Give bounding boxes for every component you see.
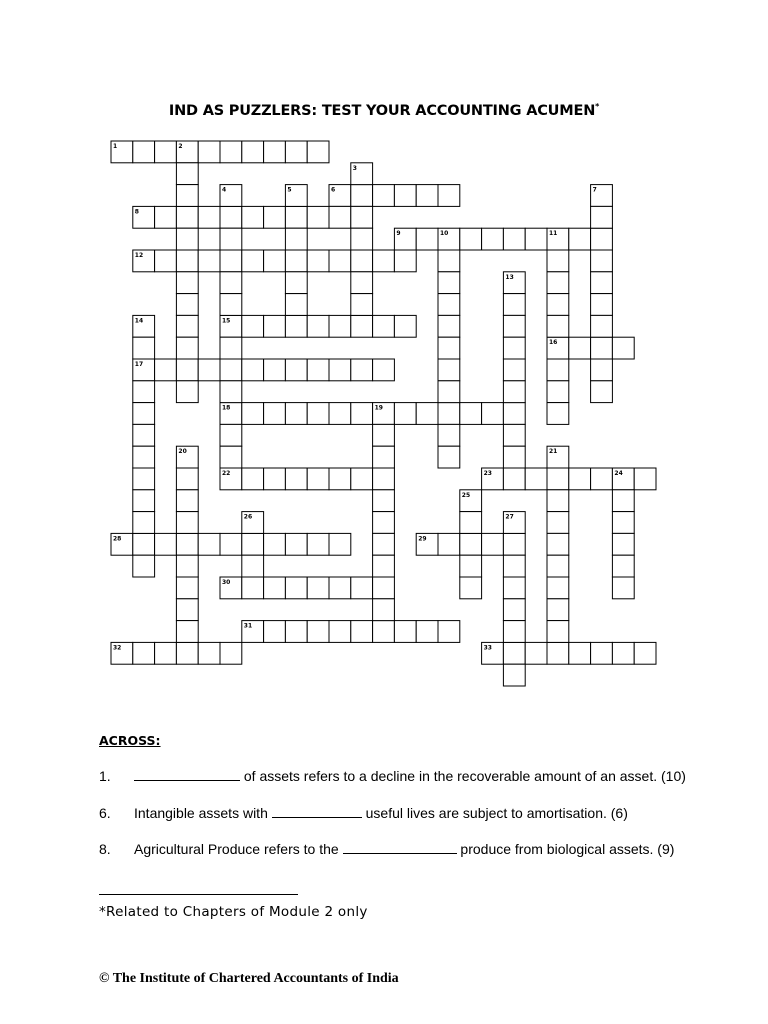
- clue-number-29: 29: [418, 535, 427, 543]
- grid-cell[interactable]: [176, 599, 198, 621]
- grid-cell[interactable]: [264, 206, 286, 228]
- grid-cell[interactable]: [329, 621, 351, 643]
- grid-cell[interactable]: [176, 315, 198, 337]
- grid-cell[interactable]: [329, 403, 351, 425]
- clue-number-3: 3: [352, 164, 357, 172]
- grid-cell[interactable]: [503, 533, 525, 555]
- grid-cell[interactable]: [176, 272, 198, 294]
- grid-cell[interactable]: [307, 621, 329, 643]
- grid-cell[interactable]: [285, 206, 307, 228]
- grid-cell[interactable]: [438, 381, 460, 403]
- grid-cell[interactable]: [329, 533, 351, 555]
- grid-cell[interactable]: [394, 185, 416, 207]
- grid-cell[interactable]: [503, 468, 525, 490]
- grid-cell[interactable]: [503, 642, 525, 664]
- grid-cell[interactable]: [525, 642, 547, 664]
- grid-cell[interactable]: [220, 272, 242, 294]
- grid-cell[interactable]: [133, 446, 155, 468]
- grid-cell[interactable]: [220, 294, 242, 316]
- grid-cell[interactable]: [307, 206, 329, 228]
- clue-number-13: 13: [505, 273, 514, 281]
- grid-cell[interactable]: [569, 468, 591, 490]
- grid-cell[interactable]: [547, 512, 569, 534]
- grid-cell[interactable]: [285, 294, 307, 316]
- grid-cell[interactable]: [307, 577, 329, 599]
- grid-cell[interactable]: [503, 337, 525, 359]
- grid-cell[interactable]: [329, 206, 351, 228]
- grid-cell[interactable]: [612, 512, 634, 534]
- grid-cell[interactable]: [612, 577, 634, 599]
- grid-cell[interactable]: [373, 468, 395, 490]
- clue-number-4: 4: [222, 186, 227, 194]
- grid-cell[interactable]: [176, 381, 198, 403]
- grid-cell[interactable]: [503, 294, 525, 316]
- grid-cell[interactable]: [307, 250, 329, 272]
- grid-cell[interactable]: [547, 642, 569, 664]
- grid-cell[interactable]: [155, 359, 177, 381]
- grid-cell[interactable]: [220, 141, 242, 163]
- grid-cell[interactable]: [242, 533, 264, 555]
- grid-cell[interactable]: [220, 250, 242, 272]
- grid-cell[interactable]: [176, 533, 198, 555]
- grid-cell[interactable]: [264, 621, 286, 643]
- answer-blank: [134, 767, 240, 781]
- grid-cell[interactable]: [155, 206, 177, 228]
- grid-cell[interactable]: [176, 512, 198, 534]
- grid-cell[interactable]: [612, 642, 634, 664]
- grid-cell[interactable]: [242, 141, 264, 163]
- clue-number-33: 33: [483, 644, 492, 652]
- grid-cell[interactable]: [242, 359, 264, 381]
- grid-cell[interactable]: [133, 555, 155, 577]
- grid-cell[interactable]: [351, 468, 373, 490]
- grid-cell[interactable]: [460, 228, 482, 250]
- grid-cell[interactable]: [176, 185, 198, 207]
- clue-number-2: 2: [178, 143, 183, 150]
- grid-cell[interactable]: [547, 555, 569, 577]
- grid-cell[interactable]: [351, 403, 373, 425]
- clue-number-32: 32: [113, 644, 122, 652]
- grid-cell[interactable]: [242, 468, 264, 490]
- grid-cell[interactable]: [351, 228, 373, 250]
- grid-cell[interactable]: [569, 642, 591, 664]
- grid-cell[interactable]: [547, 533, 569, 555]
- grid-cell[interactable]: [438, 272, 460, 294]
- grid-cell[interactable]: [503, 315, 525, 337]
- grid-cell[interactable]: [133, 468, 155, 490]
- grid-cell[interactable]: [198, 250, 220, 272]
- clue-number-12: 12: [134, 252, 144, 259]
- grid-cell[interactable]: [307, 468, 329, 490]
- grid-cell[interactable]: [176, 555, 198, 577]
- grid-cell[interactable]: [264, 403, 286, 425]
- grid-cell[interactable]: [460, 533, 482, 555]
- grid-cell[interactable]: [547, 250, 569, 272]
- grid-cell[interactable]: [176, 359, 198, 381]
- grid-cell[interactable]: [438, 315, 460, 337]
- grid-cell[interactable]: [503, 381, 525, 403]
- grid-cell[interactable]: [351, 621, 373, 643]
- grid-cell[interactable]: [285, 621, 307, 643]
- grid-cell[interactable]: [285, 315, 307, 337]
- clue-number-21: 21: [549, 448, 558, 456]
- grid-cell[interactable]: [329, 250, 351, 272]
- grid-cell[interactable]: [176, 642, 198, 664]
- grid-cell[interactable]: [591, 250, 613, 272]
- grid-cell[interactable]: [416, 403, 438, 425]
- clue-number-18: 18: [222, 404, 231, 412]
- grid-cell[interactable]: [176, 621, 198, 643]
- clue-number-8: 8: [134, 208, 139, 216]
- clue-number-27: 27: [505, 513, 514, 521]
- grid-cell[interactable]: [133, 642, 155, 664]
- grid-cell[interactable]: [351, 315, 373, 337]
- clue-number-25: 25: [461, 491, 471, 499]
- grid-cell[interactable]: [351, 250, 373, 272]
- grid-cell[interactable]: [176, 577, 198, 599]
- grid-cell[interactable]: [176, 294, 198, 316]
- across-heading: ACROSS:: [99, 733, 161, 748]
- grid-cell[interactable]: [591, 228, 613, 250]
- grid-cell[interactable]: [176, 337, 198, 359]
- grid-cell[interactable]: [503, 664, 525, 686]
- grid-cell[interactable]: [591, 642, 613, 664]
- clue-number-10: 10: [440, 230, 449, 238]
- clue-1: 1. of assets refers to a decline in the recoverable amount of an asset. (10): [99, 768, 686, 784]
- grid-cell[interactable]: [198, 359, 220, 381]
- grid-cell[interactable]: [329, 359, 351, 381]
- grid-cell[interactable]: [133, 403, 155, 425]
- grid-cell[interactable]: [525, 468, 547, 490]
- grid-cell[interactable]: [220, 337, 242, 359]
- grid-cell[interactable]: [416, 621, 438, 643]
- grid-cell[interactable]: [329, 468, 351, 490]
- grid-cell[interactable]: [503, 446, 525, 468]
- grid-cell[interactable]: [264, 468, 286, 490]
- grid-cell[interactable]: [503, 359, 525, 381]
- grid-cell[interactable]: [155, 642, 177, 664]
- grid-cell[interactable]: [373, 315, 395, 337]
- grid-cell[interactable]: [569, 337, 591, 359]
- grid-cell[interactable]: [285, 250, 307, 272]
- grid-cell[interactable]: [612, 533, 634, 555]
- grid-cell[interactable]: [242, 403, 264, 425]
- grid-cell[interactable]: [591, 381, 613, 403]
- grid-cell[interactable]: [285, 577, 307, 599]
- grid-cell[interactable]: [329, 315, 351, 337]
- grid-cell[interactable]: [482, 533, 504, 555]
- grid-cell[interactable]: [460, 577, 482, 599]
- grid-cell[interactable]: [133, 381, 155, 403]
- grid-cell[interactable]: [394, 250, 416, 272]
- grid-cell[interactable]: [438, 294, 460, 316]
- grid-cell[interactable]: [591, 206, 613, 228]
- grid-cell[interactable]: [176, 250, 198, 272]
- clue-number-14: 14: [134, 317, 144, 325]
- grid-cell[interactable]: [220, 533, 242, 555]
- grid-cell[interactable]: [612, 490, 634, 512]
- grid-cell[interactable]: [373, 555, 395, 577]
- grid-cell[interactable]: [373, 599, 395, 621]
- clue-number-22: 22: [222, 470, 231, 477]
- grid-cell[interactable]: [307, 359, 329, 381]
- grid-cell[interactable]: [285, 272, 307, 294]
- grid-cell[interactable]: [373, 490, 395, 512]
- grid-cell[interactable]: [373, 577, 395, 599]
- grid-cell[interactable]: [351, 359, 373, 381]
- grid-cell[interactable]: [285, 403, 307, 425]
- grid-cell[interactable]: [285, 468, 307, 490]
- grid-cell[interactable]: [438, 185, 460, 207]
- grid-cell[interactable]: [503, 228, 525, 250]
- grid-cell[interactable]: [133, 490, 155, 512]
- clue-number: 8.: [99, 841, 111, 857]
- grid-cell[interactable]: [591, 272, 613, 294]
- grid-cell[interactable]: [503, 599, 525, 621]
- clue-number-24: 24: [614, 470, 623, 477]
- page-title: IND AS PUZZLERS: TEST YOUR ACCOUNTING ACUMEN*: [168, 102, 600, 119]
- grid-cell[interactable]: [394, 315, 416, 337]
- grid-cell[interactable]: [220, 359, 242, 381]
- grid-cell[interactable]: [634, 642, 656, 664]
- grid-cell[interactable]: [438, 424, 460, 446]
- grid-cell[interactable]: [176, 163, 198, 185]
- grid-cell[interactable]: [220, 424, 242, 446]
- grid-cell[interactable]: [220, 381, 242, 403]
- grid-cell[interactable]: [591, 315, 613, 337]
- grid-cell[interactable]: [438, 621, 460, 643]
- grid-cell[interactable]: [176, 468, 198, 490]
- grid-cell[interactable]: [416, 185, 438, 207]
- grid-cell[interactable]: [438, 533, 460, 555]
- grid-cell[interactable]: [591, 294, 613, 316]
- grid-cell[interactable]: [351, 206, 373, 228]
- grid-cell[interactable]: [351, 577, 373, 599]
- clue-number-11: 11: [549, 230, 558, 238]
- grid-cell[interactable]: [198, 533, 220, 555]
- grid-cell[interactable]: [373, 424, 395, 446]
- grid-cell[interactable]: [264, 359, 286, 381]
- grid-cell[interactable]: [438, 446, 460, 468]
- clue-number: 1.: [99, 768, 111, 784]
- grid-cell[interactable]: [634, 468, 656, 490]
- grid-cell[interactable]: [242, 555, 264, 577]
- grid-cell[interactable]: [307, 315, 329, 337]
- grid-cell[interactable]: [155, 533, 177, 555]
- grid-cell[interactable]: [242, 577, 264, 599]
- clue-number-5: 5: [287, 186, 292, 194]
- clue-number-19: 19: [374, 404, 383, 412]
- grid-cell[interactable]: [264, 315, 286, 337]
- copyright: © The Institute of Chartered Accountants of India: [99, 971, 399, 986]
- grid-cell[interactable]: [220, 228, 242, 250]
- grid-cell[interactable]: [438, 250, 460, 272]
- clue-8: 8. Agricultural Produce refers to the produce from biological assets. (9): [99, 841, 675, 857]
- clue-number-31: 31: [243, 622, 253, 630]
- grid-cell[interactable]: [569, 228, 591, 250]
- grid-cell[interactable]: [547, 621, 569, 643]
- footnote-rule: [99, 894, 298, 895]
- grid-cell[interactable]: [547, 359, 569, 381]
- clue-number-28: 28: [113, 535, 122, 543]
- grid-cell[interactable]: [591, 359, 613, 381]
- grid-cell[interactable]: [264, 533, 286, 555]
- grid-cell[interactable]: [285, 359, 307, 381]
- grid-cell[interactable]: [264, 250, 286, 272]
- grid-cell[interactable]: [503, 403, 525, 425]
- clue-6: 6. Intangible assets with useful lives are subject to amortisation. (6): [99, 805, 628, 821]
- grid-cell[interactable]: [503, 621, 525, 643]
- grid-cell[interactable]: [591, 337, 613, 359]
- grid-cell[interactable]: [503, 555, 525, 577]
- grid-cell[interactable]: [373, 512, 395, 534]
- grid-cell[interactable]: [307, 403, 329, 425]
- clue-number-1: 1: [113, 143, 118, 150]
- clue-number-17: 17: [134, 361, 144, 368]
- grid-cell[interactable]: [373, 250, 395, 272]
- grid-cell[interactable]: [242, 206, 264, 228]
- grid-cell[interactable]: [198, 206, 220, 228]
- grid-cell[interactable]: [285, 141, 307, 163]
- grid-cell[interactable]: [155, 141, 177, 163]
- grid-cell[interactable]: [264, 577, 286, 599]
- grid-cell[interactable]: [373, 359, 395, 381]
- grid-cell[interactable]: [133, 141, 155, 163]
- grid-cell[interactable]: [133, 337, 155, 359]
- grid-cell[interactable]: [547, 272, 569, 294]
- grid-cell[interactable]: [394, 403, 416, 425]
- grid-cell[interactable]: [482, 228, 504, 250]
- grid-cell[interactable]: [351, 272, 373, 294]
- clue-number: 6.: [99, 805, 111, 821]
- grid-cell[interactable]: [285, 228, 307, 250]
- grid-cell[interactable]: [133, 424, 155, 446]
- grid-cell[interactable]: [155, 250, 177, 272]
- grid-cell[interactable]: [503, 577, 525, 599]
- grid-cell[interactable]: [176, 490, 198, 512]
- grid-cell[interactable]: [220, 446, 242, 468]
- grid-cell[interactable]: [198, 642, 220, 664]
- clue-number-20: 20: [178, 448, 187, 456]
- clue-number-30: 30: [222, 579, 231, 586]
- grid-cell[interactable]: [503, 424, 525, 446]
- clue-number-7: 7: [592, 186, 597, 194]
- grid-cell[interactable]: [482, 403, 504, 425]
- grid-cell[interactable]: [133, 533, 155, 555]
- grid-cell[interactable]: [460, 555, 482, 577]
- grid-cell[interactable]: [220, 642, 242, 664]
- grid-cell[interactable]: [176, 206, 198, 228]
- grid-cell[interactable]: [547, 315, 569, 337]
- grid-cell[interactable]: [264, 141, 286, 163]
- grid-cell[interactable]: [612, 555, 634, 577]
- grid-cell[interactable]: [547, 468, 569, 490]
- grid-cell[interactable]: [438, 403, 460, 425]
- grid-cell[interactable]: [351, 185, 373, 207]
- grid-cell[interactable]: [612, 337, 634, 359]
- grid-cell[interactable]: [547, 599, 569, 621]
- grid-cell[interactable]: [176, 228, 198, 250]
- grid-cell[interactable]: [351, 294, 373, 316]
- grid-cell[interactable]: [438, 359, 460, 381]
- footnote: *Related to Chapters of Module 2 only: [99, 904, 368, 920]
- grid-cell[interactable]: [547, 490, 569, 512]
- grid-cell[interactable]: [547, 403, 569, 425]
- answer-blank: [272, 804, 362, 818]
- grid-cell[interactable]: [547, 381, 569, 403]
- clue-number-6: 6: [331, 186, 336, 194]
- grid-cell[interactable]: [373, 446, 395, 468]
- grid-cell[interactable]: [373, 185, 395, 207]
- grid-cell[interactable]: [307, 141, 329, 163]
- grid-cell[interactable]: [373, 621, 395, 643]
- grid-cell[interactable]: [220, 206, 242, 228]
- grid-cell[interactable]: [285, 533, 307, 555]
- clue-number-23: 23: [483, 470, 492, 477]
- grid-cell[interactable]: [329, 577, 351, 599]
- grid-cell[interactable]: [307, 533, 329, 555]
- clue-number-26: 26: [243, 513, 253, 521]
- grid-cell[interactable]: [460, 403, 482, 425]
- grid-cell[interactable]: [525, 228, 547, 250]
- grid-cell[interactable]: [547, 577, 569, 599]
- clue-number-9: 9: [396, 230, 401, 238]
- grid-cell[interactable]: [133, 512, 155, 534]
- grid-cell[interactable]: [242, 315, 264, 337]
- grid-cell[interactable]: [198, 141, 220, 163]
- grid-cell[interactable]: [438, 337, 460, 359]
- clue-number-16: 16: [549, 339, 558, 347]
- grid-cell[interactable]: [394, 621, 416, 643]
- grid-cell[interactable]: [373, 533, 395, 555]
- grid-cell[interactable]: [460, 512, 482, 534]
- grid-cell[interactable]: [416, 228, 438, 250]
- grid-cell[interactable]: [242, 250, 264, 272]
- clue-number-15: 15: [222, 317, 231, 325]
- grid-cell[interactable]: [591, 468, 613, 490]
- grid-cell[interactable]: [547, 294, 569, 316]
- answer-blank: [343, 840, 457, 854]
